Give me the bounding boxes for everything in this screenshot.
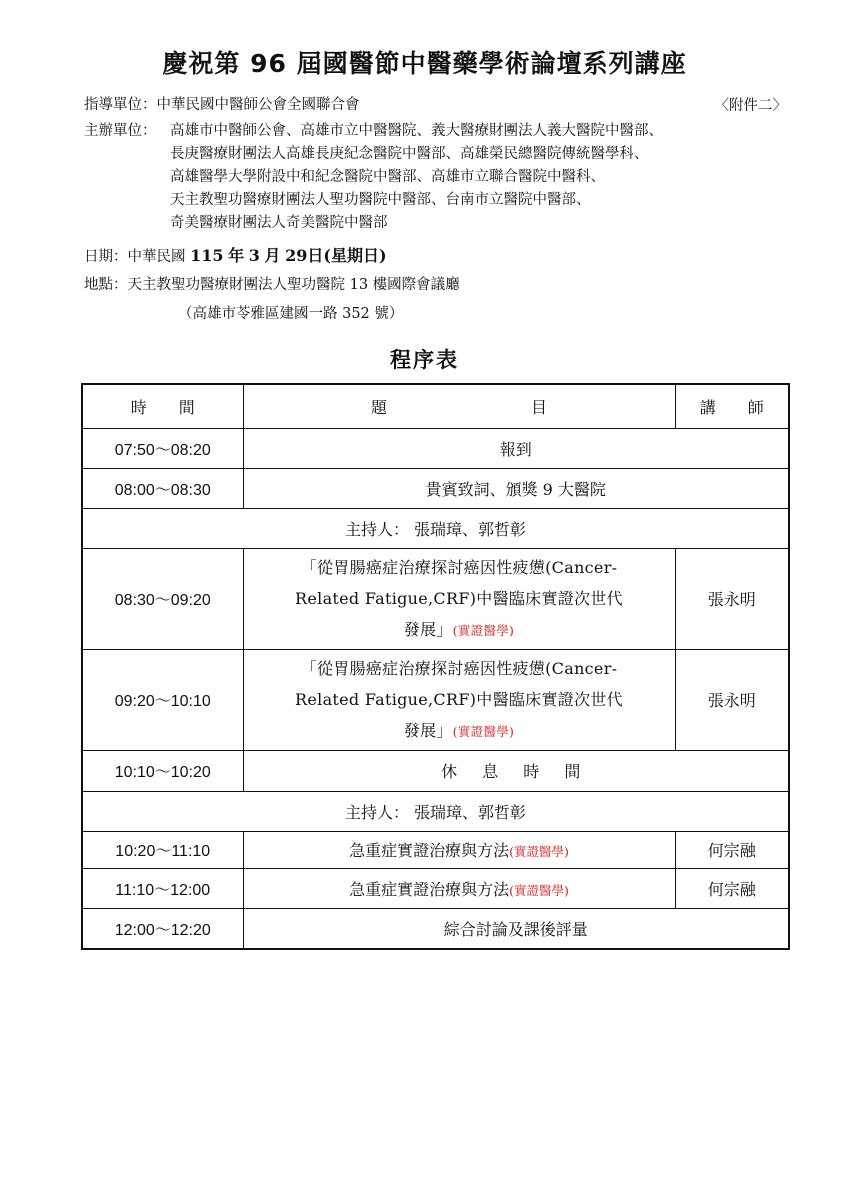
row-speaker: 何宗融 bbox=[675, 868, 789, 908]
date-month-unit: 月 bbox=[264, 246, 281, 265]
table-row bbox=[82, 750, 789, 791]
table-row bbox=[82, 831, 789, 868]
date-month: 3 bbox=[248, 246, 260, 265]
topic-line: 發展」 bbox=[403, 720, 453, 740]
host-row bbox=[82, 508, 789, 548]
row-topic bbox=[243, 831, 675, 868]
table-row bbox=[82, 868, 789, 908]
host-row bbox=[82, 791, 789, 831]
row-speaker: 何宗融 bbox=[675, 831, 789, 868]
organizers-label: 主辦單位： bbox=[84, 123, 157, 139]
header-topic: 題 目 bbox=[243, 384, 675, 428]
schedule-title: 程序表 bbox=[390, 347, 459, 372]
guidance-value: 中華民國中醫師公會全國聯合會 bbox=[156, 97, 360, 113]
topic-text: 急重症實證治療與方法 bbox=[349, 879, 510, 899]
row-topic: 休 息 時 間 bbox=[243, 750, 789, 791]
row-time: 12:00～12:20 bbox=[82, 908, 243, 949]
venue-label: 地點： bbox=[84, 277, 128, 293]
page-title: 慶祝第 96 屆國醫節中醫藥學術論壇系列講座 bbox=[162, 49, 687, 78]
row-speaker: 張永明 bbox=[675, 649, 789, 750]
table-row bbox=[82, 548, 789, 649]
guidance-label: 指導單位： bbox=[84, 97, 157, 113]
venue-line bbox=[84, 274, 460, 297]
header-speaker: 講 師 bbox=[675, 384, 789, 428]
table-header-row bbox=[82, 384, 789, 428]
table-row bbox=[82, 649, 789, 750]
row-time: 08:30～09:20 bbox=[82, 548, 243, 649]
organizer-line: 長庚醫療財團法人高雄長庚紀念醫院中醫部、高雄榮民總醫院傳統醫學科、 bbox=[170, 146, 649, 162]
evidence-tag: (實證醫學) bbox=[509, 882, 569, 898]
host-text: 主持人： 張瑞璋、郭哲彰 bbox=[82, 508, 789, 548]
organizer-line: 高雄市中醫師公會、高雄市立中醫醫院、義大醫療財團法人義大醫院中醫部、 bbox=[170, 123, 663, 139]
row-speaker: 張永明 bbox=[675, 548, 789, 649]
evidence-tag: (實證醫學) bbox=[509, 844, 569, 859]
evidence-tag: (實證醫學) bbox=[452, 723, 515, 739]
date-year-unit: 年 bbox=[228, 246, 245, 265]
host-text: 主持人： 張瑞璋、郭哲彰 bbox=[82, 791, 789, 831]
date-day: 29 bbox=[285, 246, 308, 265]
row-topic bbox=[243, 868, 675, 908]
row-topic bbox=[243, 548, 675, 649]
venue-value: 天主教聖功醫療財團法人聖功醫院 13 樓國際會議廳 bbox=[127, 277, 460, 293]
row-topic: 貴賓致詞、頒獎 9 大醫院 bbox=[243, 468, 789, 508]
row-topic: 報到 bbox=[243, 428, 789, 468]
schedule-table bbox=[81, 383, 790, 950]
topic-line-last bbox=[248, 715, 671, 747]
row-time: 07:50～08:20 bbox=[82, 428, 243, 468]
header-time: 時 間 bbox=[82, 384, 243, 428]
row-topic: 綜合討論及課後評量 bbox=[243, 908, 789, 949]
date-line bbox=[84, 244, 387, 269]
annex-label: 〈附件二〉 bbox=[714, 98, 787, 114]
evidence-tag: (實證醫學) bbox=[452, 622, 515, 638]
topic-line-last bbox=[248, 614, 671, 646]
organizer-line: 高雄醫學大學附設中和紀念醫院中醫部、高雄市立聯合醫院中醫科、 bbox=[170, 169, 605, 185]
topic-text: 急重症實證治療與方法 bbox=[349, 841, 510, 860]
date-year: 115 bbox=[190, 246, 224, 265]
table-row bbox=[82, 428, 789, 468]
date-label: 日期：中華民國 bbox=[84, 249, 186, 265]
date-day-unit: 日(星期日) bbox=[307, 246, 387, 265]
venue-address: （高雄市苓雅區建國一路 352 號） bbox=[178, 306, 404, 322]
organizer-line: 奇美醫療財團法人奇美醫院中醫部 bbox=[170, 215, 388, 231]
row-time: 09:20～10:10 bbox=[82, 649, 243, 750]
topic-line: 發展」 bbox=[403, 619, 453, 639]
topic-line: Related Fatigue,CRF)中醫臨床實證次世代 bbox=[295, 689, 623, 709]
row-topic bbox=[243, 649, 675, 750]
table-row bbox=[82, 468, 789, 508]
row-time: 10:10～10:20 bbox=[82, 750, 243, 791]
row-time: 10:20～11:10 bbox=[82, 831, 243, 868]
topic-line: 「從胃腸癌症治療探討癌因性疲憊(Cancer- bbox=[300, 658, 618, 678]
guidance-line bbox=[84, 94, 360, 117]
table-row bbox=[82, 908, 789, 949]
row-time: 11:10～12:00 bbox=[82, 868, 243, 908]
topic-line: 「從胃腸癌症治療探討癌因性疲憊(Cancer- bbox=[300, 557, 618, 577]
organizers-list bbox=[170, 120, 663, 235]
organizer-line: 天主教聖功醫療財團法人聖功醫院中醫部、台南市立醫院中醫部、 bbox=[170, 192, 591, 208]
row-time: 08:00～08:30 bbox=[82, 468, 243, 508]
topic-line: Related Fatigue,CRF)中醫臨床實證次世代 bbox=[295, 588, 623, 608]
